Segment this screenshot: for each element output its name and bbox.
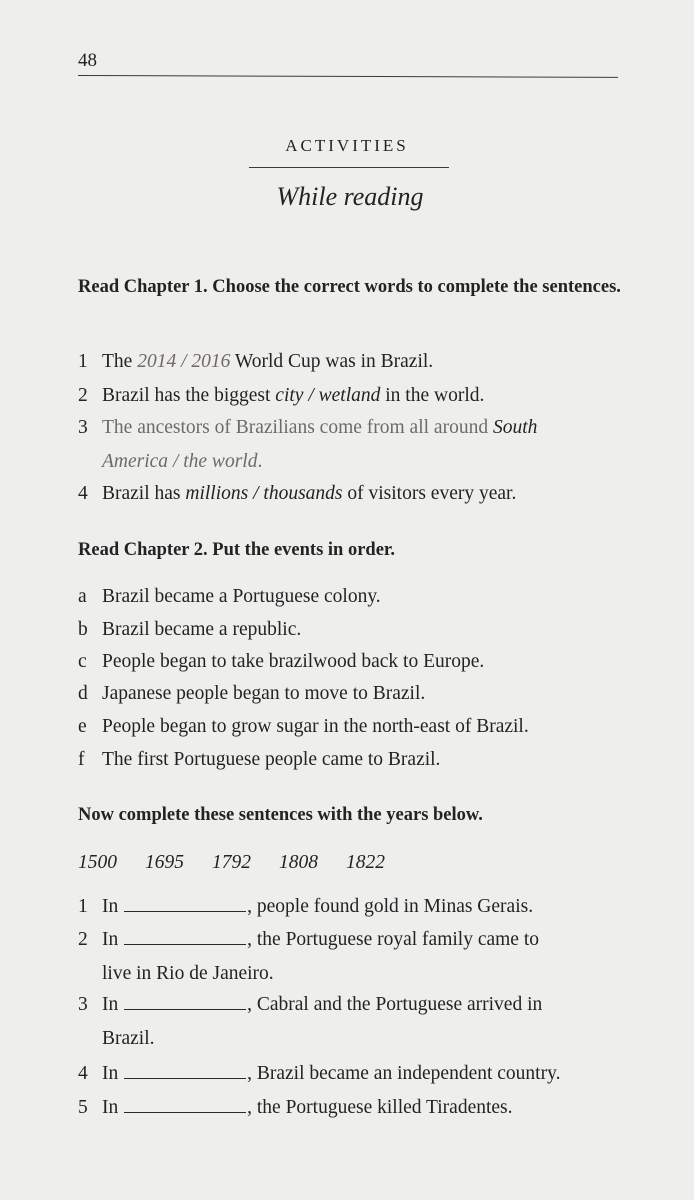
page-number: 48 <box>78 50 97 71</box>
year-option: 1695 <box>145 852 184 873</box>
section3-item-4: 4 In , Brazil became an independent country. <box>78 1057 638 1091</box>
section1-item-3: 3 The ancestors of Brazilians come from all around South America / the world. <box>78 417 538 472</box>
years-list <box>78 852 413 874</box>
section1-item-2: 2 Brazil has the biggest city / wetland in the world. <box>78 385 485 406</box>
answer-blank[interactable] <box>124 893 246 912</box>
answer-blank[interactable] <box>124 1060 246 1079</box>
answer-blank[interactable] <box>124 991 246 1010</box>
while-reading-subheading: While reading <box>276 182 424 211</box>
year-option: 1500 <box>78 852 117 873</box>
section2-item-d: d Japanese people began to move to Brazil. <box>78 683 426 704</box>
section2-item-e: e People began to grow sugar in the north-east of Brazil. <box>78 716 529 737</box>
section3-item-2: 2 In , the Portuguese royal family came to live in Rio de Janeiro. <box>78 923 638 991</box>
section3-item-5: 5 In , the Portuguese killed Tiradentes. <box>78 1091 638 1125</box>
year-option: 1808 <box>279 852 318 873</box>
year-option: 1792 <box>212 852 251 873</box>
section3-instruction: Now complete these sentences with the years below. <box>78 805 483 825</box>
header-rule <box>78 75 618 78</box>
section1-item-1: 1 The 2014 / 2016 World Cup was in Brazil. <box>78 351 434 372</box>
section2-item-b: b Brazil became a republic. <box>78 619 302 640</box>
answer-blank[interactable] <box>124 1094 246 1113</box>
section1-instruction: Read Chapter 1. Choose the correct words to complete the sentences. <box>78 277 621 297</box>
section2-item-c: c People began to take brazilwood back to Europe. <box>78 651 485 672</box>
section2-item-f: f The first Portuguese people came to Brazil. <box>78 749 441 770</box>
heading-rule <box>249 167 449 168</box>
section3-item-3: 3 In , Cabral and the Portuguese arrived in Brazil. <box>78 988 638 1056</box>
year-option: 1822 <box>346 852 385 873</box>
section2-instruction: Read Chapter 2. Put the events in order. <box>78 540 396 560</box>
answer-blank[interactable] <box>124 926 246 945</box>
section2-item-a: a Brazil became a Portuguese colony. <box>78 586 381 607</box>
activities-heading: ACTIVITIES <box>285 136 409 155</box>
section3-item-1: 1 In , people found gold in Minas Gerais. <box>78 890 638 924</box>
section1-item-4: 4 Brazil has millions / thousands of visitors every year. <box>78 483 517 504</box>
